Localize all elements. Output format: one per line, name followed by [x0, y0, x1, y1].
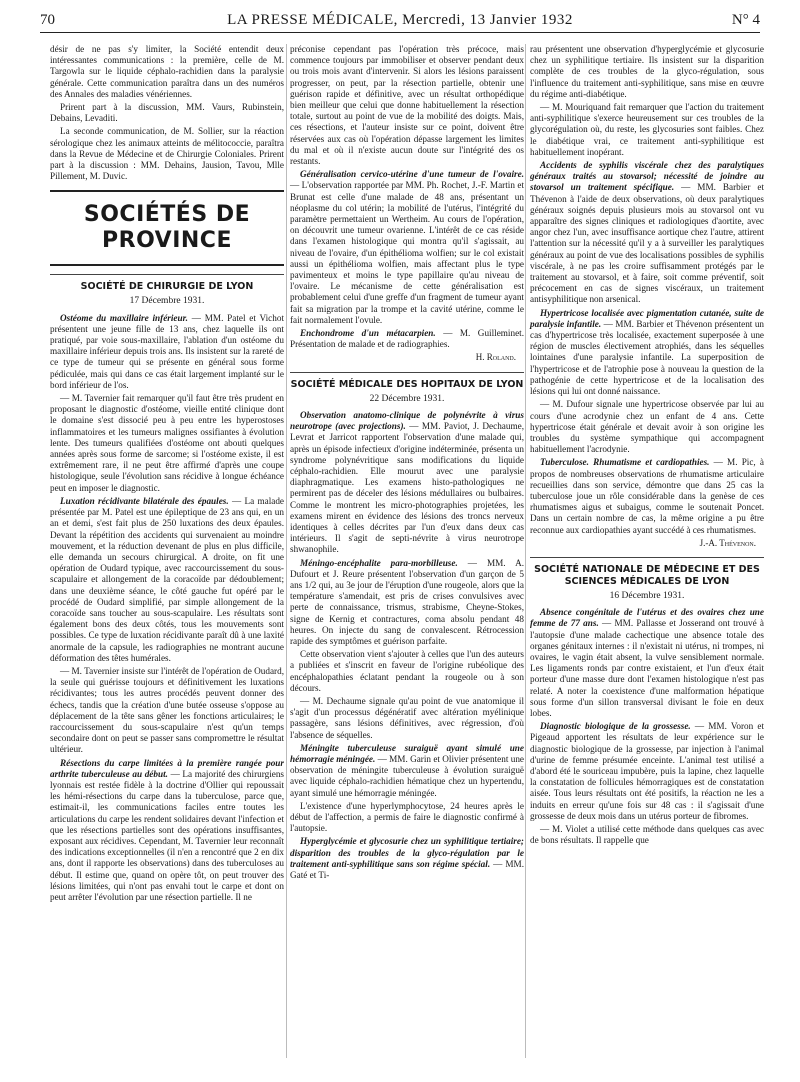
paragraph: — M. Dechaume signale qu'au point de vue anatomique il s'agit d'un processus dégénératif avec altération myélinique passagère, sans lésions définitives, avec régression, d'où l'absence de séquelles.	[290, 695, 524, 740]
article-text: — MM. Barbier et Thévenon présentent un cas d'hypertricose très localisée, exactement superposée à une région de muscles électivement atrophiés, dans les séquelles lointaines d'une paralysie infantile. La superposition de l'hypertricose et de l'atrophie pose à nouveau la question de la pathogénie de cette hypertricose et de la localisation des lésions qui lui ont donné naissance.	[530, 318, 765, 397]
paragraph: — M. Mouriquand fait remarquer que l'action du traitement anti-syphilitique s'exerce heureusement sur ces troubles de la glycorégulation où, du reste, les glycosuries sont faibles. Chez le diabétique vrai, ce traitement anti-syphilitique est habituellement inopérant.	[530, 102, 764, 157]
article-text: — MM. Gaté et Ti-	[290, 858, 525, 881]
section-heading: SOCIÉTÉS DE PROVINCE	[50, 190, 284, 266]
article-title: Diagnostic biologique de la grossesse.	[540, 721, 691, 732]
article-text: — MM. Paviot, J. Dechaume, Levrat et Jarricot rapportent l'observation d'une malade qui, après un épisode infectieux d'origine indéterminée, présenta un syndrome polynévritique sans modifications du liquide céphalo-rachidien. Elle mourut avec une paralysie diaphragmatique. Les examens histo-pathologiques ne permirent pas de déceler des lésions médullaires ou bulbaires. Comme le montrent les micro-photographies projetées, les examens mirent en évidence des lésions des troncs nerveux identiques à celles décrites par l'un d'eux dans deux cas intérieurs. Il s'agit de septi-névrite à virus neurotrope shwanophile.	[290, 421, 524, 555]
article-text: — L'observation rapportée par MM. Ph. Rochet, J.-F. Martin et Brunat est celle d'une malade de 48 ans, présentant un néoplasme du col utérin; la mobilité de l'utérus, l'intégrité du paramètre permettaient un Wertheim. Au cours de l'opération, on découvrit une tumeur ovarienne. L'intérêt de ce cas réside dans l'examen histologique qui montra qu'il s'agissait, au niveau de l'ovaire, d'un épithélioma wolfien; sur le col existait aussi un épithélioma wolfien, mais affectant plus le type pavimenteux et moins le type papillaire qu'au niveau de l'ovaire. Le mécanisme de cette généralisation est probablement celui d'une greffe d'un fragment de tumeur ayant fait sa migration par la trompe et la cavité utérine, comme le fait normalement l'ovule.	[290, 180, 524, 325]
column-2	[290, 44, 524, 883]
column-3	[530, 44, 764, 848]
article-text: — M. Guilleminet. Présentation de malade et de radiographies.	[290, 328, 524, 350]
article-title: Luxation récidivante bilatérale des épaules.	[60, 495, 229, 506]
paragraph: La seconde communication, de M. Sollier, sur la réaction sérologique chez les animaux atteints de mélitococcie, paraîtra dans la Revue de Médecine et de Chirurgie Coloniales. Prirent part à la discussion : MM. Dehains, Jausion, Tavou, Mlle Pillement, M. Duvic.	[50, 126, 284, 182]
paragraph: préconise cependant pas l'opération très précoce, mais commence toujours par immobiliser et observer pendant deux ou trois mois avant d'intervenir. Si alors les lésions paraissent progresser, on peut, par la résection partielle, obtenir une guérison rapide et définitive, avec un résultat orthopédique bien meilleur que celui que donne habituellement la résection totale, surtout au point de vue de la mobilité des doigts. Mais, ces résections, et l'auteur insiste sur ce point, doivent être réservées aux cas où l'opération dépasse largement les limites du mal et où il n'existe aucun doute sur l'intégrité des os restants.	[290, 44, 524, 167]
session-date: 16 Décembre 1931.	[609, 590, 685, 601]
article-title: Généralisation cervico-utérine d'une tumeur de l'ovaire.	[300, 169, 524, 180]
signature: J.-A. Thévenon.	[699, 537, 756, 548]
paragraph: — M. Violet a utilisé cette méthode dans quelques cas avec de bons résultats. Il rappelle que	[530, 824, 764, 846]
article-title: Hypertricose localisée avec pigmentation cutanée, suite de paralysie infantile.	[530, 307, 764, 329]
session-date: 22 Décembre 1931.	[369, 393, 445, 404]
article-title: Tuberculose. Rhumatisme et cardiopathies.	[540, 457, 710, 468]
paragraph: désir de ne pas s'y limiter, la Société entendit deux intéressantes communications : la première, celle de M. Targowla sur le liquide céphalo-rachidien dans la paralysie générale. Cette communication paraîtra dans un des numéros des Annales des maladies vénériennes.	[50, 44, 284, 99]
society-heading: SOCIÉTÉ MÉDICALE DES HOPITAUX DE LYON	[290, 372, 524, 391]
page-number: 70	[40, 12, 55, 28]
paragraph: rau présentent une observation d'hyperglycémie et glycosurie chez un syphilitique tertiaire. Ils insistent sur la disparition complète de ces troubles de la glyco-régulation, sous l'influence du traitement anti-syphilitique, sans mise en œuvre du régime anti-diabétique.	[530, 44, 764, 99]
paragraph: — M. Dufour signale une hypertricose observée par lui au cours d'une acrodynie chez un enfant de 4 ans. Cette hypertricose était générale et devait avoir à son origine les troubles du système sympathique qui accompagnent habituellement l'acrodynie.	[530, 399, 764, 455]
article-title: Méningite tuberculeuse suraiguë ayant simulé une hémorragie méningée.	[290, 742, 524, 764]
article-text: — MM. Garin et Olivier présentent une observation de méningite tuberculeuse à évolution suraiguë avec liquide céphalo-rachidien hématique chez un hypertendu, ayant simulé une hémorragie méningée.	[290, 753, 524, 798]
article-text: — MM. Voron et Pigeaud apportent les résultats de leur expérience sur le diagnostic biologique de la grossesse, par injection à l'animal d'urine de femme présumée enceinte. L'animal test utilisé a d'abord été le souriceau impubère, puis la lapine, chez laquelle la constatation de follicules hémorragiques est de constatation aisée. Tous leurs résultats ont été positifs, la réaction ne les a induits en erreur qu'une fois sur 48 cas : il s'agissait d'une grossesse de deux mois dans un utérus porteur de fibromes.	[530, 721, 765, 821]
paragraph: Prirent part à la discussion, MM. Vaurs, Rubinstein, Debains, Levaditi.	[50, 102, 284, 124]
article-text: — MM. A. Dufourt et J. Reure présentent l'observation d'un garçon de 5 ans 1/2 qui, au 3e jour de l'éruption d'une rougeole, alors que la température s'amendait, est pris de crises convulsives avec perte de connaissance, trismus, strabisme, Cheyne-Stokes, signe de Kernig et contractures, coma absolu pendant 48 heures. On injecte du sang de convalescent. Rétrocession rapide des symptômes et guérison parfaite.	[290, 557, 525, 646]
society-heading: SOCIÉTÉ NATIONALE DE MÉDECINE ET DES SCIENCES MÉDICALES DE LYON	[530, 557, 764, 588]
paragraph: L'existence d'une hyperlymphocytose, 24 heures après le début de l'affection, a permis de faire le diagnostic confirmé à l'autopsie.	[290, 800, 524, 834]
society-heading: SOCIÉTÉ DE CHIRURGIE DE LYON	[50, 274, 284, 293]
article-title: Observation anatomo-clinique de polynévrite à virus neurotrope (avec projections).	[290, 409, 524, 432]
article-text: — La malade présentée par M. Patel est une épileptique de 23 ans qui, en un an et demi, s'est fait plus de 250 luxations des deux épaules. Devant la répétition des accidents qui survenaient au moindre mouvement, et la réduction devenant de plus en plus difficile, elle demanda un secours chirurgical. A droite, on fit une opération de Oudard typique, avec raccourcissement du sous-scapulaire et allongement de la coracoïde par dédoublement; dans une deuxième séance, le côté gauche fut opéré par le procédé de Oudard simplifié, par simple allongement de la coracoïde sans toucher au sous-scapulaire. Les résultats sont également bons des deux côtés, tous les mouvements sont possibles. Ce type de luxation récidivante paraît dû à une laxité anormale de la capsule, les radiographies ne montrant aucune déformation des têtes humérales.	[50, 495, 284, 663]
journal-title: LA PRESSE MÉDICALE, Mercredi, 13 Janvier 1932	[227, 12, 573, 28]
column-rule	[525, 44, 526, 1058]
article-text: — MM. Patel et Vichot présentent une jeune fille de 13 ans, chez laquelle ils ont pratiqué, par voie sous-maxillaire, l'ablation d'un ostéome du maxillaire inférieur depuis trois ans. Ils insistent sur la rareté de ce type de tumeur qui se présente en général sous forme pédiculée, mais qui dans ce cas était largement implanté sur le bord inférieur de l'os.	[50, 312, 284, 390]
paragraph: — M. Tavernier insiste sur l'intérêt de l'opération de Oudard, la seule qui guérisse toujours et définitivement les luxations récidivantes; tous les autres procédés peuvent donner des échecs, tandis que la création d'une butée osseuse s'oppose au déplacement de la tête sans gêner les fonctions articulaires; le raccourcissement du sous-scapulaire n'est qu'un temps secondaire dont on peut se passer sans compromettre le résultat ultérieur.	[50, 665, 284, 755]
page-header	[40, 8, 760, 33]
article-text: — M. Pic, à propos de nombreuses observations de rhumatisme articulaire recueillies dans son service, démontre que dans 25 cas la tuberculose joue un rôle considérable dans la genèse de ces rhumatismes aigus et subaigus, comme le soutenait Poncet. Dans un certain nombre de cas, la même origine a pu être reconnue aux cardiopathies ayant succédé à ces rhumatismes.	[530, 457, 765, 535]
article-text: — MM. Barbier et Thévenon à l'aide de deux observations, où deux paralytiques généraux soignés depuis plusieurs mois au stovarsol ont vu apparaître des signes cliniques et radiologiques d'aortite, avec angor chez l'un, avec insuffisance aortique chez l'autre, attirent l'attention sur la nécessité qu'il y a à surveiller les paralytiques généraux au point de vue des localisations possibles de syphilis viscérale, à ne pas les croire suffisamment protégés par le traitement au stovarsol, et à faire, soit comme préventif, soit précocement en cas de signes viscéraux, un traitement antisyphilitique non arsenical.	[530, 182, 764, 305]
article-title: Accidents de syphilis viscérale chez des paralytiques généraux traités au stovarsol; nécessité de joindre au stovarsol un traitement spécifique.	[530, 160, 764, 193]
paragraph: Cette observation vient s'ajouter à celles que l'un des auteurs a publiées et s'inscrit en faveur de l'origine rubéolique des encéphalopathies éclatant pendant la rougeole ou à son décours.	[290, 649, 524, 693]
issue-number: N° 4	[731, 12, 760, 28]
signature: H. Roland.	[475, 352, 516, 363]
article-title: Résections du carpe limitées à la première rangée pour arthrite tuberculeuse au début.	[50, 757, 284, 779]
column-rule	[286, 44, 287, 1058]
article-title: Méningo-encéphalite para-morbilleuse.	[300, 557, 458, 568]
article-title: Ostéome du maxillaire inférieur.	[60, 312, 188, 323]
article-text: — MM. Pallasse et Josserand ont trouvé à l'autopsie d'une malade cachectique une absence totale des organes génitaux internes : il n'existait ni utérus, ni trompes, ni ovaires, le vagin était absent, la vulve sensiblement normale. Les ligaments ronds par contre existaient, et l'un d'eux était porteur d'une masse dure dont l'examen histologique n'est pas relaté. A noter la coexistence d'une malformation hépatique sous forme d'un sillon transversal divisant le foie en deux lobes.	[530, 618, 765, 718]
article-title: Enchondrome d'un métacarpien.	[300, 328, 436, 339]
article-text: — La majorité des chirurgiens lyonnais est restée fidèle à la doctrine d'Ollier qui repoussait les hémi-résections du carpe dans la tuberculose, parce que, estimait-il, les communications faciles entre toutes les articulations du carpe les rendent solidaires devant l'infection et que les résections partielles sont des opérations insuffisantes, exposant aux récidives. Cependant, M. Tavernier leur reconnaît des indications exceptionnelles (il n'en a rencontré que 2 en dix ans, dont il rapporte les observations) dans des tuberculoses au début. Il estime que, quand on opère tôt, on peut trouver des lésions limitées, qui n'ont pas envahi tout le carpe et dont on peut arrêter l'évolution par une résection partielle. Il ne	[50, 768, 285, 902]
column-1	[50, 44, 284, 905]
paragraph: — M. Tavernier fait remarquer qu'il faut être très prudent en proposant le diagnostic d'ostéome, vieille entité clinique dont le domaine s'est dissocié peu à peu entre les hyperostoses inflammatoires et les tumeurs malignes ossifiantes à évolution lente. Des tumeurs qualifiées d'ostéome ont abouti quelques années après sous forme de sarcome; si l'ostéome existe, il est extrêmement rare, il ne peut être affirmé d'après une coupe histologique, seule l'évolution sans récidive à longue échéance peut en imposer le diagnostic.	[50, 393, 284, 493]
session-date: 17 Décembre 1931.	[129, 296, 205, 307]
article-title: Hyperglycémie et glycosurie chez un syphilitique tertiaire; disparition des troubles de la glyco-régulation par le traitement anti-syphilitique sans son régime spécial.	[290, 836, 524, 869]
article-title: Absence congénitale de l'utérus et des ovaires chez une femme de 77 ans.	[530, 607, 764, 629]
